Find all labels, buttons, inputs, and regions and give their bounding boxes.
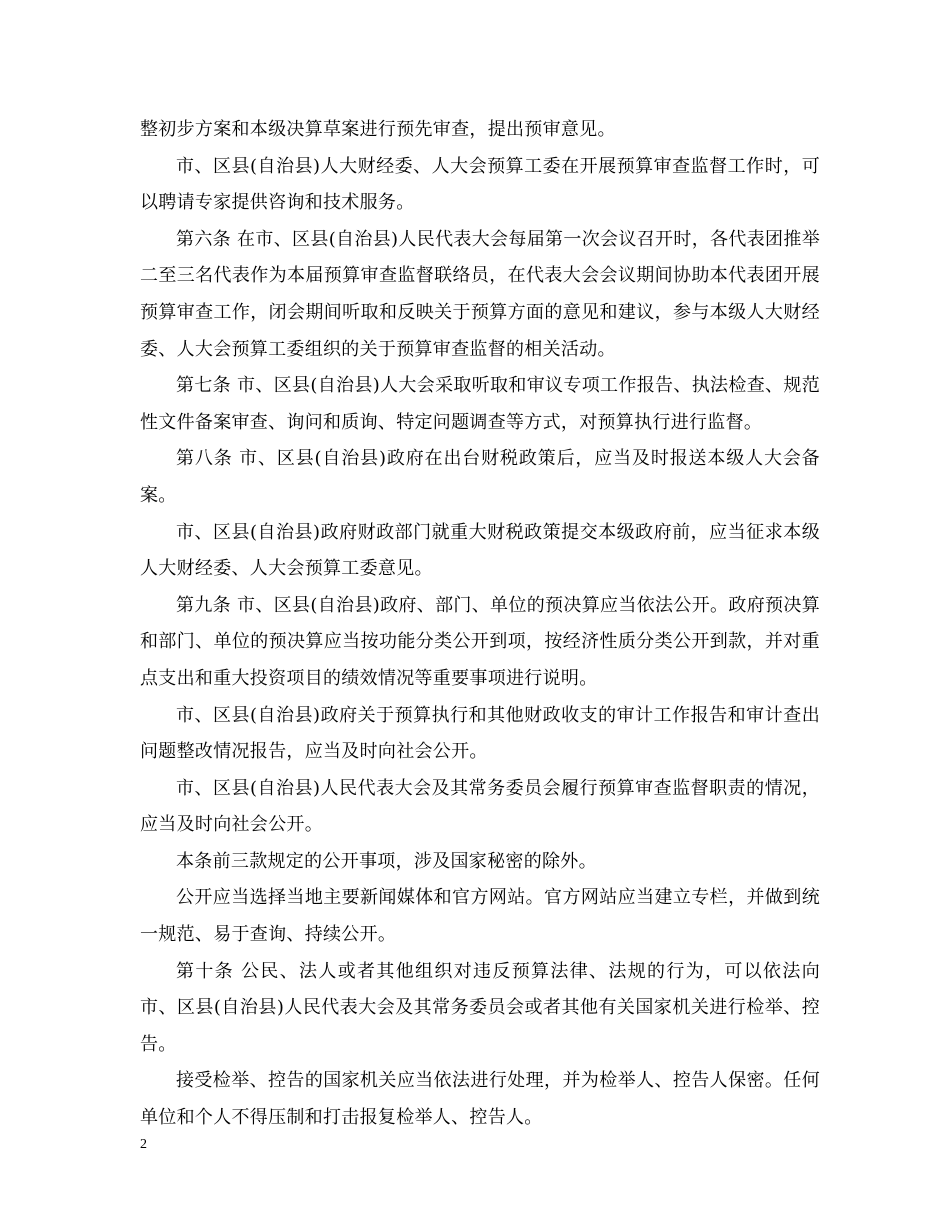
paragraph: 第六条 在市、区县(自治县)人民代表大会每届第一次会议召开时，各代表团推举二至三名代表作为本届预算审查监督联络员，在代表大会会议期间协助本代表团开展预算审查工作，闭会期间听取和反映关于预算方面的意见和建议，参与本级人大财经委、人大会预算工委组织的关于预算审查监督的相关活动。 [140,228,820,360]
document-body [140,112,820,1137]
paragraph: 市、区县(自治县)人大财经委、人大会预算工委在开展预算审查监督工作时，可以聘请专家提供咨询和技术服务。 [140,155,820,214]
paragraph: 接受检举、控告的国家机关应当依法进行处理，并为检举人、控告人保密。任何单位和个人不得压制和打击报复检举人、控告人。 [140,1070,820,1129]
page-number: 2 [140,1137,147,1152]
paragraph: 市、区县(自治县)政府关于预算执行和其他财政收支的审计工作报告和审计查出问题整改情况报告，应当及时向社会公开。 [140,704,820,763]
paragraph: 整初步方案和本级决算草案进行预先审查，提出预审意见。 [140,119,616,140]
paragraph: 市、区县(自治县)政府财政部门就重大财税政策提交本级政府前，应当征求本级人大财经委、人大会预算工委意见。 [140,521,820,580]
paragraph: 第八条 市、区县(自治县)政府在出台财税政策后，应当及时报送本级人大会备案。 [140,448,820,506]
paragraph: 第九条 市、区县(自治县)政府、部门、单位的预决算应当依法公开。政府预决算和部门、单位的预决算应当按功能分类公开到项，按经济性质分类公开到款，并对重点支出和重大投资项目的绩效情况等重要事项进行说明。 [140,594,820,689]
paragraph: 第十条 公民、法人或者其他组织对违反预算法律、法规的行为，可以依法向市、区县(自治县)人民代表大会及其常务委员会或者其他有关国家机关进行检举、控告。 [140,960,820,1055]
paragraph: 本条前三款规定的公开事项，涉及国家秘密的除外。 [176,850,597,872]
paragraph: 公开应当选择当地主要新闻媒体和官方网站。官方网站应当建立专栏，并做到统一规范、易于查询、持续公开。 [140,887,820,946]
paragraph: 第七条 市、区县(自治县)人大会采取听取和审议专项工作报告、执法检查、规范性文件备案审查、询问和质询、特定问题调查等方式，对预算执行进行监督。 [140,375,820,433]
paragraph: 市、区县(自治县)人民代表大会及其常务委员会履行预算审查监督职责的情况，应当及时向社会公开。 [140,777,820,836]
